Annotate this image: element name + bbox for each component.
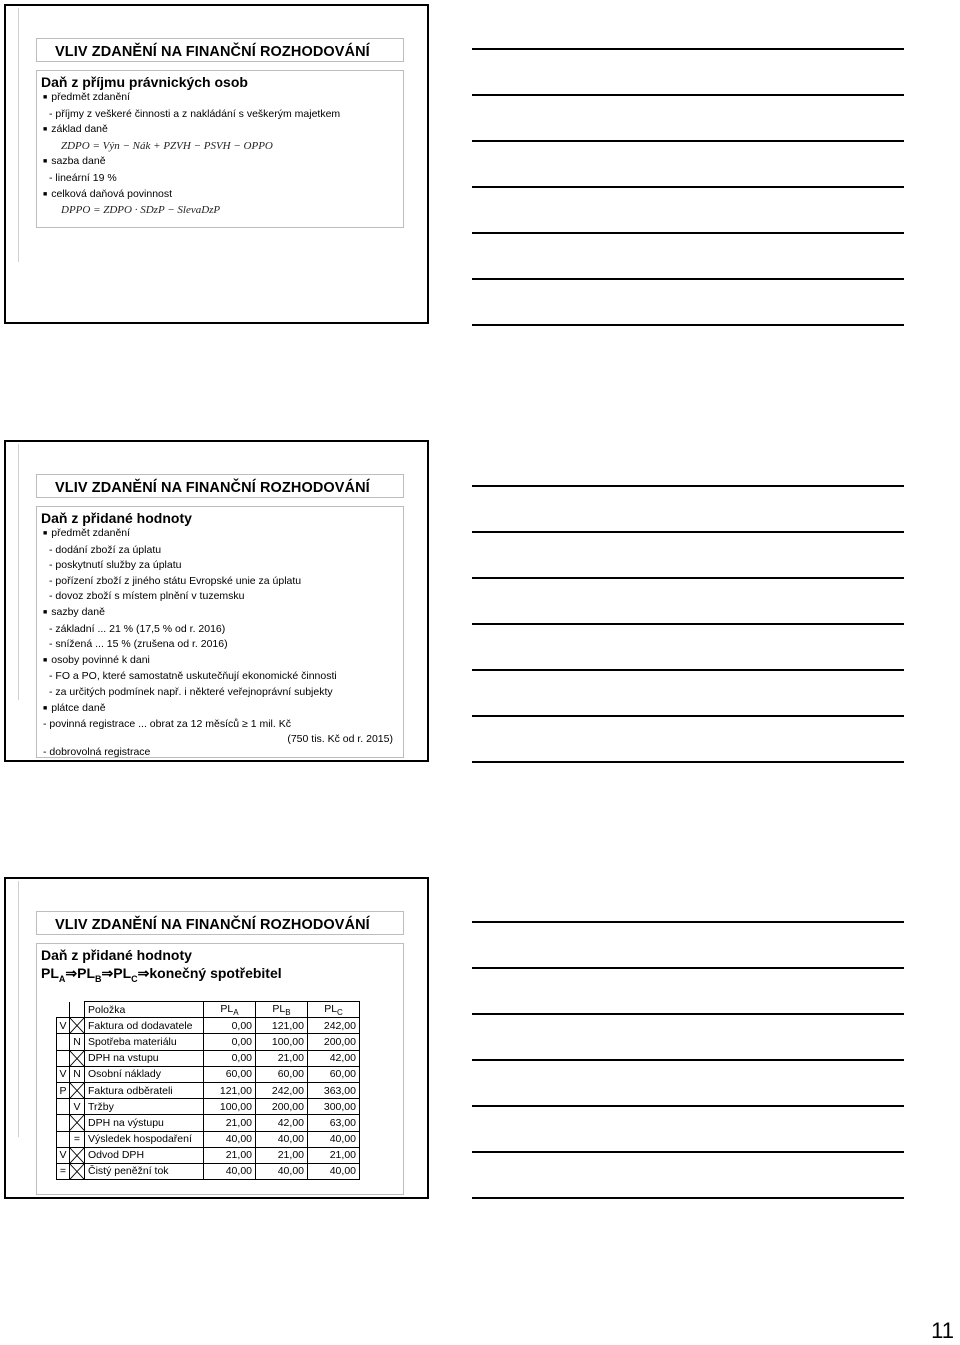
sub-item: - snížená ... 15 % (zrušena od r. 2016) — [49, 638, 228, 651]
vat-table-header — [57, 1002, 360, 1018]
note-line — [472, 1059, 904, 1061]
supply-chain: $PL_A\Rightarrow PL_B\Rightarrow PL_C\Rightarrow konečný$ spotřebitel — [41, 965, 282, 984]
row-code-1: V — [57, 1147, 70, 1163]
slide-2 — [4, 440, 429, 762]
slide-1-edge — [18, 8, 19, 262]
row-code-1: V — [57, 1066, 70, 1082]
row-label: DPH na vstupu — [85, 1050, 204, 1066]
note-line — [472, 1105, 904, 1107]
value-pl-c: 60,00 — [308, 1066, 360, 1082]
value-pl-c: 21,00 — [308, 1147, 360, 1163]
value-pl-b: 40,00 — [256, 1163, 308, 1179]
row-label: Odvod DPH — [85, 1147, 204, 1163]
note-line — [472, 48, 904, 50]
value-pl-c: 300,00 — [308, 1099, 360, 1115]
value-pl-a: 121,00 — [204, 1082, 256, 1098]
table-row — [57, 1163, 360, 1179]
page-number: 11 — [931, 1318, 954, 1343]
value-pl-a: 21,00 — [204, 1115, 256, 1131]
row-code-1 — [57, 1115, 70, 1131]
value-pl-c: 63,00 — [308, 1115, 360, 1131]
row-label: Osobní náklady — [85, 1066, 204, 1082]
table-row — [57, 1034, 360, 1050]
table-row — [57, 1131, 360, 1147]
slide-2-title: VLIV ZDANĚNÍ NA FINANČNÍ ROZHODOVÁNÍ — [36, 474, 404, 498]
note-line — [472, 531, 904, 533]
table-row — [57, 1066, 360, 1082]
value-pl-a: 0,00 — [204, 1034, 256, 1050]
row-code-1 — [57, 1050, 70, 1066]
note-line — [472, 186, 904, 188]
bullet-item: ■ předmět zdanění — [43, 90, 403, 107]
row-code-2: N — [70, 1066, 85, 1082]
bullet-item: ■ předmět zdanění — [43, 526, 403, 543]
value-pl-a: 60,00 — [204, 1066, 256, 1082]
header-pl-c: $PL_C$ — [308, 1002, 360, 1018]
note-line — [472, 715, 904, 717]
table-row — [57, 1147, 360, 1163]
slide-1 — [4, 4, 429, 324]
note-line — [472, 232, 904, 234]
value-pl-b: 21,00 — [256, 1147, 308, 1163]
cross-mark-icon — [70, 1082, 85, 1098]
value-pl-b: 40,00 — [256, 1131, 308, 1147]
row-label: Faktura od dodavatele — [85, 1018, 204, 1034]
value-pl-b: 21,00 — [256, 1050, 308, 1066]
sub-item: - lineární 19 % — [49, 171, 117, 184]
sub-item: - dodání zboží za úplatu — [49, 543, 162, 556]
sub-item: - FO a PO, které samostatně uskutečňují ekonomické činnosti — [49, 670, 337, 683]
table-row — [57, 1050, 360, 1066]
sub-item: - základní ... 21 % (17,5 % od r. 2016) — [49, 622, 226, 635]
header-pl-a: $PL_A$ — [204, 1002, 256, 1018]
row-label: Faktura odběrateli — [85, 1082, 204, 1098]
slide-3-subtitle: Daň z přidané hodnoty — [41, 947, 192, 963]
row-code-2: V — [70, 1099, 85, 1115]
row-code-2: = — [70, 1131, 85, 1147]
header-item: Položka — [85, 1002, 204, 1018]
cross-mark-icon — [70, 1050, 85, 1066]
bullet-item: ■ osoby povinné k dani — [43, 653, 403, 670]
value-pl-a: 0,00 — [204, 1050, 256, 1066]
plain-item: - povinná registrace ... obrat za 12 měsíců ≥ 1 mil. Kč — [43, 718, 291, 731]
table-row — [57, 1099, 360, 1115]
value-pl-a: 40,00 — [204, 1131, 256, 1147]
sub-item: - příjmy z veškeré činnosti a z nakládání s veškerým majetkem — [49, 107, 341, 120]
row-code-2: N — [70, 1034, 85, 1050]
note-line — [472, 1151, 904, 1153]
note-line — [472, 485, 904, 487]
cross-mark-icon — [70, 1163, 85, 1179]
header-pl-b: $PL_B$ — [256, 1002, 308, 1018]
row-label: Tržby — [85, 1099, 204, 1115]
slide-1-content — [36, 70, 404, 228]
value-pl-c: 363,00 — [308, 1082, 360, 1098]
row-code-1: V — [57, 1018, 70, 1034]
value-pl-a: 100,00 — [204, 1099, 256, 1115]
vat-table — [56, 1001, 360, 1180]
note-line — [472, 94, 904, 96]
sub-item: - dovoz zboží s místem plnění v tuzemsku — [49, 590, 245, 603]
plain-item: - dobrovolná registrace — [43, 745, 151, 758]
table-row — [57, 1115, 360, 1131]
note-text: (750 tis. Kč od r. 2015) — [287, 732, 393, 745]
cross-mark-icon — [70, 1018, 85, 1034]
row-code-1 — [57, 1131, 70, 1147]
row-code-1 — [57, 1034, 70, 1050]
slide-1-title: VLIV ZDANĚNÍ NA FINANČNÍ ROZHODOVÁNÍ — [36, 38, 404, 62]
note-line — [472, 623, 904, 625]
cross-mark-icon — [70, 1147, 85, 1163]
slide-2-subtitle: Daň z přidané hodnoty — [41, 510, 192, 526]
bullet-item: ■ celková daňová povinnost — [43, 187, 403, 204]
slide-2-edge — [18, 444, 19, 700]
slide-3-title: VLIV ZDANĚNÍ NA FINANČNÍ ROZHODOVÁNÍ — [36, 911, 404, 935]
note-line — [472, 1013, 904, 1015]
bullet-item: ■ sazby daně — [43, 605, 403, 622]
row-code-1 — [57, 1099, 70, 1115]
note-line — [472, 1197, 904, 1199]
bullet-item: ■ plátce daně — [43, 701, 403, 718]
note-line — [472, 967, 904, 969]
slide-2-content — [36, 506, 404, 758]
value-pl-c: 40,00 — [308, 1131, 360, 1147]
row-label: Spotřeba materiálu — [85, 1034, 204, 1050]
sub-item: - za určitých podmínek např. i některé veřejnoprávní subjekty — [49, 685, 333, 698]
note-line — [472, 140, 904, 142]
sub-item: - pořízení zboží z jiného státu Evropské unie za úplatu — [49, 574, 302, 587]
value-pl-a: 21,00 — [204, 1147, 256, 1163]
value-pl-b: 60,00 — [256, 1066, 308, 1082]
value-pl-b: 200,00 — [256, 1099, 308, 1115]
value-pl-c: 242,00 — [308, 1018, 360, 1034]
sub-item: - poskytnutí služby za úplatu — [49, 559, 182, 572]
bullet-item: ■ sazba daně — [43, 154, 403, 171]
slide-1-subtitle: Daň z příjmu právnických osob — [41, 74, 248, 90]
slide-3-edge — [18, 881, 19, 1137]
value-pl-b: 121,00 — [256, 1018, 308, 1034]
row-label: Čistý peněžní tok — [85, 1163, 204, 1179]
value-pl-c: 42,00 — [308, 1050, 360, 1066]
table-row — [57, 1082, 360, 1098]
formula: ZDPO = Výn − Nák + PZVH − PSVH − OPPO — [61, 139, 273, 152]
value-pl-b: 242,00 — [256, 1082, 308, 1098]
table-row — [57, 1018, 360, 1034]
value-pl-c: 40,00 — [308, 1163, 360, 1179]
note-line — [472, 577, 904, 579]
value-pl-c: 200,00 — [308, 1034, 360, 1050]
bullet-item: ■ základ daně — [43, 122, 403, 139]
value-pl-a: 0,00 — [204, 1018, 256, 1034]
value-pl-b: 42,00 — [256, 1115, 308, 1131]
cross-mark-icon — [70, 1115, 85, 1131]
note-line — [472, 761, 904, 763]
value-pl-a: 40,00 — [204, 1163, 256, 1179]
note-line — [472, 921, 904, 923]
note-line — [472, 324, 904, 326]
note-line — [472, 278, 904, 280]
row-code-1: P — [57, 1082, 70, 1098]
row-code-1: = — [57, 1163, 70, 1179]
note-line — [472, 669, 904, 671]
row-label: Výsledek hospodaření — [85, 1131, 204, 1147]
formula: DPPO = ZDPO · SDzP − SlevaDzP — [61, 204, 221, 217]
row-label: DPH na výstupu — [85, 1115, 204, 1131]
value-pl-b: 100,00 — [256, 1034, 308, 1050]
